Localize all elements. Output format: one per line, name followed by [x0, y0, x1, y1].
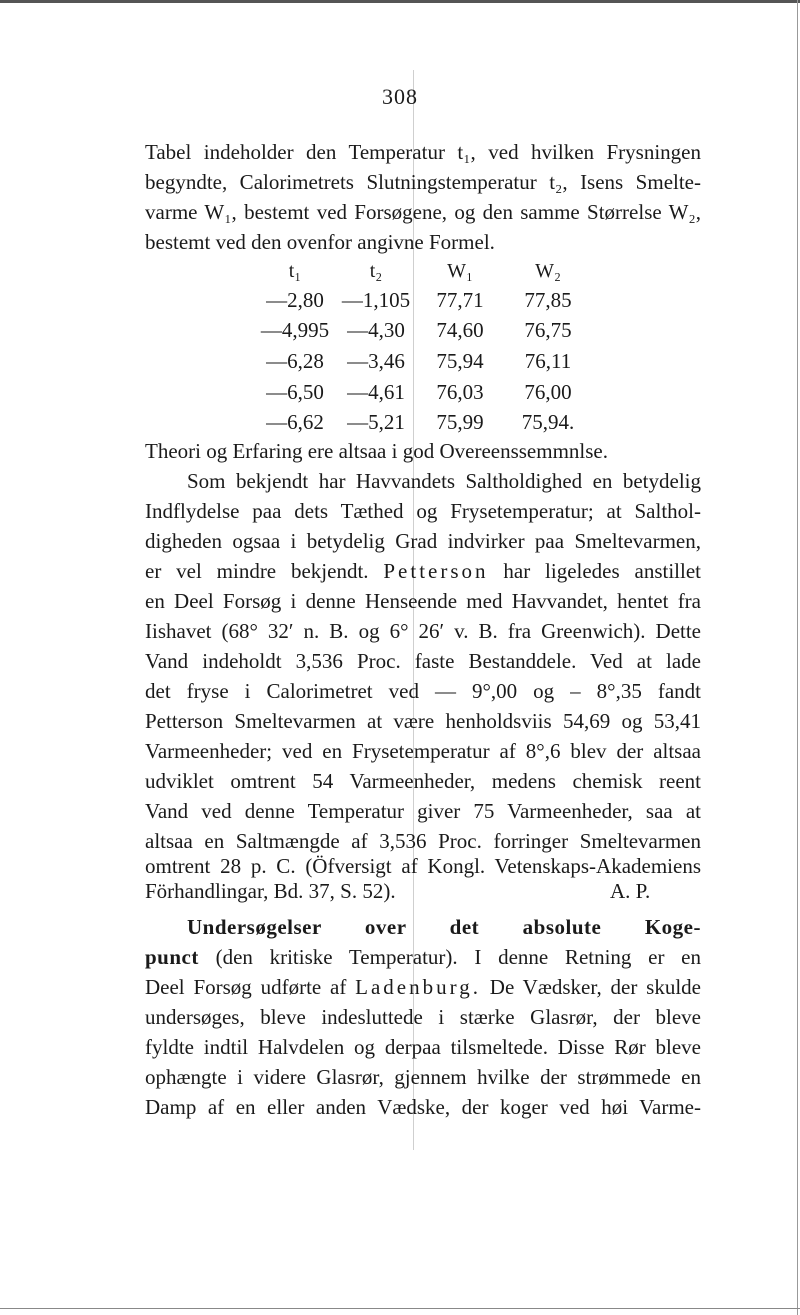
text-line: fyldte indtil Halvdelen og derpaa tilsmeltede. Disse Rør bleve — [145, 1035, 701, 1059]
text-line: udviklet omtrent 54 Varmeenheder, medens chemisk reent — [145, 769, 701, 793]
page-top-edge — [0, 0, 800, 3]
table-cell: —4,995 — [260, 318, 330, 342]
text-line: digheden ogsaa i betydelig Grad indvirker paa Smeltevarmen, — [145, 529, 701, 553]
text-line: det fryse i Calorimetret ved — 9°,00 og – 8°,35 fandt — [145, 679, 701, 703]
text-segment: Deel Forsøg udførte af — [145, 975, 347, 999]
text-line — [145, 972, 701, 1002]
table-header-t2: t₂ — [369, 260, 383, 282]
text-line: en Deel Forsøg i denne Henseende med Havvandet, hentet fra — [145, 589, 701, 613]
text-line: Indflydelse paa dets Tæthed og Frysetemperatur; at Salthol- — [145, 499, 701, 523]
text-line: varme W₁, bestemt ved Forsøgene, og den samme Størrelse W₂, — [145, 200, 701, 224]
table-cell: —1,105 — [341, 288, 411, 312]
table-cell: 77,85 — [524, 288, 572, 312]
table-cell: 75,99 — [436, 410, 484, 434]
table-cell: 76,00 — [524, 380, 572, 404]
table-cell: —6,28 — [266, 349, 324, 373]
author-name-spaced: Ladenburg. — [355, 975, 481, 999]
table-cell: 74,60 — [436, 318, 484, 342]
text-line — [145, 556, 701, 586]
text-line: ophængte i videre Glasrør, gjennem hvilke der strømmede en — [145, 1065, 701, 1089]
text-segment: De Vædsker, der skulde — [489, 975, 701, 999]
table-cell: —4,61 — [347, 380, 405, 404]
table-cell: —4,30 — [347, 318, 405, 342]
text-line: begyndte, Calorimetrets Slutningstemperatur t₂, Isens Smelte- — [145, 170, 701, 194]
table-header-t1: t₁ — [288, 260, 302, 282]
table-cell: —2,80 — [266, 288, 324, 312]
section-heading — [187, 912, 701, 942]
text-line: bestemt ved den ovenfor angivne Formel. — [145, 230, 495, 254]
text-line: Förhandlingar, Bd. 37, S. 52). — [145, 879, 396, 903]
table-cell: 75,94 — [436, 349, 484, 373]
text-line: altsaa en Saltmængde af 3,536 Proc. forringer Smeltevarmen — [145, 829, 701, 853]
text-line: Tabel indeholder den Temperatur t₁, ved hvilken Frysningen — [145, 140, 701, 164]
table-cell: —6,50 — [266, 380, 324, 404]
page-bottom-edge — [0, 1308, 800, 1309]
author-signature: A. P. — [610, 879, 651, 903]
table-cell: 76,75 — [524, 318, 572, 342]
table-cell: —6,62 — [266, 410, 324, 434]
text-line: omtrent 28 p. C. (Öfversigt af Kongl. Vetenskaps-Akademiens — [145, 854, 701, 878]
text-line: Damp af en eller anden Vædske, der koger ved høi Varme- — [145, 1095, 701, 1119]
text-line: Varmeenheder; ved en Frysetemperatur af 8°,6 blev der altsaa — [145, 739, 701, 763]
table-cell: 77,71 — [436, 288, 484, 312]
table-cell: 76,11 — [524, 349, 572, 373]
author-name-spaced: Petterson — [383, 559, 489, 583]
text-line — [145, 942, 701, 972]
table-cell: 76,03 — [436, 380, 484, 404]
text-segment: (den kritiske Temperatur). I denne Retning er en — [215, 945, 701, 969]
text-line: Iishavet (68° 32′ n. B. og 6° 26′ v. B. fra Greenwich). Dette — [145, 619, 701, 643]
text-segment: er vel mindre bekjendt. — [145, 559, 369, 583]
table-cell: 75,94. — [521, 410, 575, 434]
text-line: Vand ved denne Temperatur giver 75 Varmeenheder, saa at — [145, 799, 701, 823]
section-heading-continued: punct — [145, 945, 199, 969]
table-header-w2: W₂ — [535, 260, 561, 282]
text-line: undersøges, bleve indesluttede i stærke Glasrør, der bleve — [145, 1005, 701, 1029]
table-header-w1: W₁ — [447, 260, 473, 282]
text-line: Petterson Smeltevarmen at være henholdsviis 54,69 og 53,41 — [145, 709, 701, 733]
section-heading-text: Undersøgelser over det absolute Koge- — [187, 915, 701, 939]
page-number: 308 — [382, 84, 418, 109]
text-segment: har ligeledes anstillet — [503, 559, 701, 583]
text-line: Vand indeholdt 3,536 Proc. faste Bestanddele. Ved at lade — [145, 649, 701, 673]
text-line: Theori og Erfaring ere altsaa i god Overeenssemmnlse. — [145, 439, 608, 463]
table-cell: —5,21 — [347, 410, 405, 434]
table-cell: —3,46 — [347, 349, 405, 373]
paragraph-first-line: Som bekjendt har Havvandets Saltholdighed en betydelig — [187, 469, 701, 493]
page-right-edge — [797, 0, 798, 1315]
